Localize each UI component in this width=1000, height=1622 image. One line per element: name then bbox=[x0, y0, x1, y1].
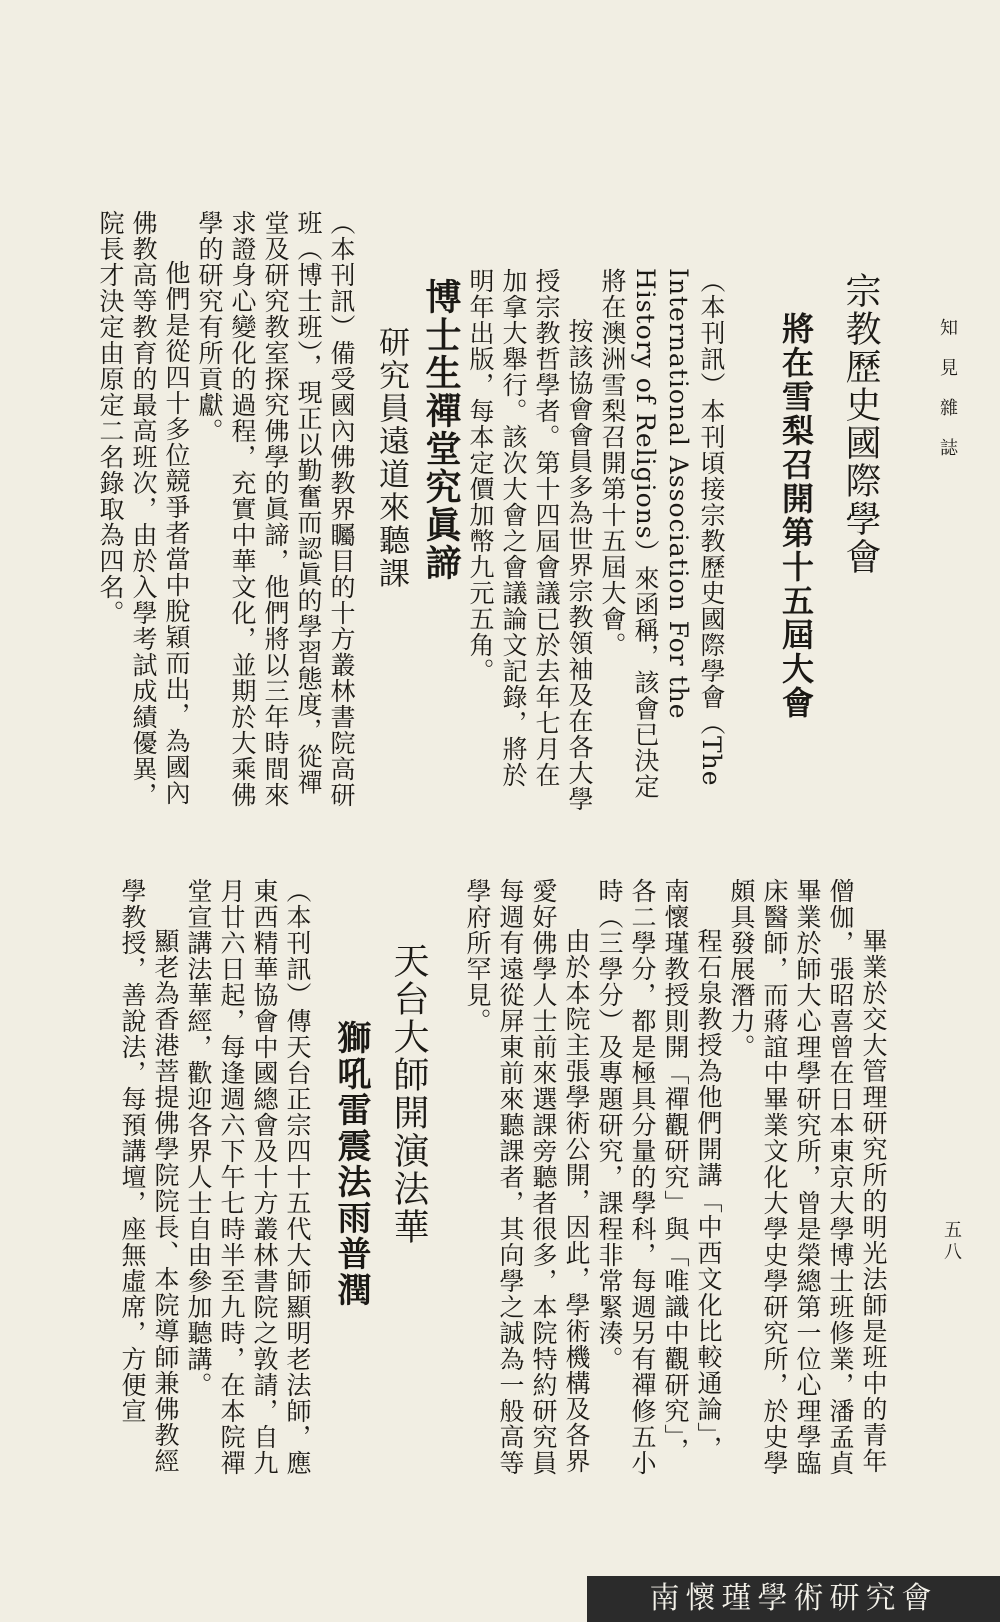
page-number: 五八 bbox=[941, 1220, 962, 1264]
article-subtitle-tiantai-master: 獅吼雷震法雨普潤 bbox=[331, 1020, 371, 1308]
paragraph: 按該協會會員多為世界宗教領袖及在各大學授宗教哲學者。第十四屆會議已於去年七月在加拿大舉行。該次大會之會議論文記錄，將於明年出版，每本定價加幣九元五角。 bbox=[466, 268, 594, 812]
article-body-tiantai-master bbox=[74, 878, 314, 1478]
paragraph: （本刊訊）備受國內佛教界矚目的十方叢林書院高研班（博士班），現正以勤奮而認眞的學習態度，從禪堂及研究教室探究佛學的眞諦，他們將以三年時間來求證身心變化的過程，充實中華文化，並期於大乘佛學的研究有所貢獻。 bbox=[195, 210, 356, 808]
paragraph: （本刊訊）傳天台正宗四十五代大師顯明老法師，應東西精華協會中國總會及十方叢林書院之敦請，自九月廿六日起，每逢週六下午七時半至九時，在本院禪堂宣講法華經，歡迎各界人士自由參加聽講。 bbox=[184, 878, 312, 1476]
article-body-doctoral-students bbox=[78, 210, 358, 810]
article-subtitle-religion-history: 將在雪梨召開第十五屆大會 bbox=[777, 312, 815, 720]
paragraph: 程石泉教授為他們開講「中西文化比較通論」，南懷瑾教授則開「禪觀研究」與「唯識中觀研究」，各二學分，都是極具分量的學科，每週另有禪修五小時（三學分）及專題研究，課程非常緊湊。 bbox=[595, 878, 723, 1476]
article-body-doctoral-students-continued bbox=[428, 878, 890, 1478]
paragraph: 由於本院主張學術公開，因此，學術機構及各界愛好佛學人士前來選課旁聽者很多，本院特約研究員每週有遠從屏東前來聽課者，其向學之誠為一般高等學府所罕見。 bbox=[463, 878, 591, 1476]
article-title-tiantai-master: 天台大師開演法華 bbox=[388, 942, 429, 1246]
paragraph: （本刊訊）本刊頃接宗教歷史國際學會（The International Association For the History of Religions）來函稱，該會已決定將在澳洲雪梨召開第十五屆大會。 bbox=[598, 268, 726, 800]
article-subtitle-doctoral-students: 研究員遠道來聽課 bbox=[373, 326, 409, 590]
paragraph: 他們是從四十多位競爭者當中脫穎而出，為國內佛教高等教育的最高班次，由於入學考試成績優異，院長才決定由原定二名錄取為四名。 bbox=[96, 210, 191, 808]
article-title-religion-history: 宗教歷史國際學會 bbox=[840, 272, 881, 576]
paragraph: 畢業於交大管理研究所的明光法師是班中的青年僧伽，張昭喜曾在日本東京大學博士班修業，潘孟貞畢業於師大心理學研究所，曾是榮總第一位心理學臨床醫師，而蔣誼中畢業文化大學史學研究所，於史學頗具發展潛力。 bbox=[727, 878, 888, 1476]
running-head: 知見雜誌 bbox=[937, 318, 958, 478]
article-title-doctoral-students: 博士生禪堂究眞諦 bbox=[420, 278, 461, 582]
paragraph: 顯老為香港菩提佛學院院長、本院導師兼佛教經學教授，善說法，每預講壇，座無虛席，方便宣 bbox=[118, 878, 180, 1474]
article-body-religion-history bbox=[466, 268, 728, 812]
watermark-banner: 南懷瑾學術研究會 bbox=[587, 1576, 1000, 1622]
